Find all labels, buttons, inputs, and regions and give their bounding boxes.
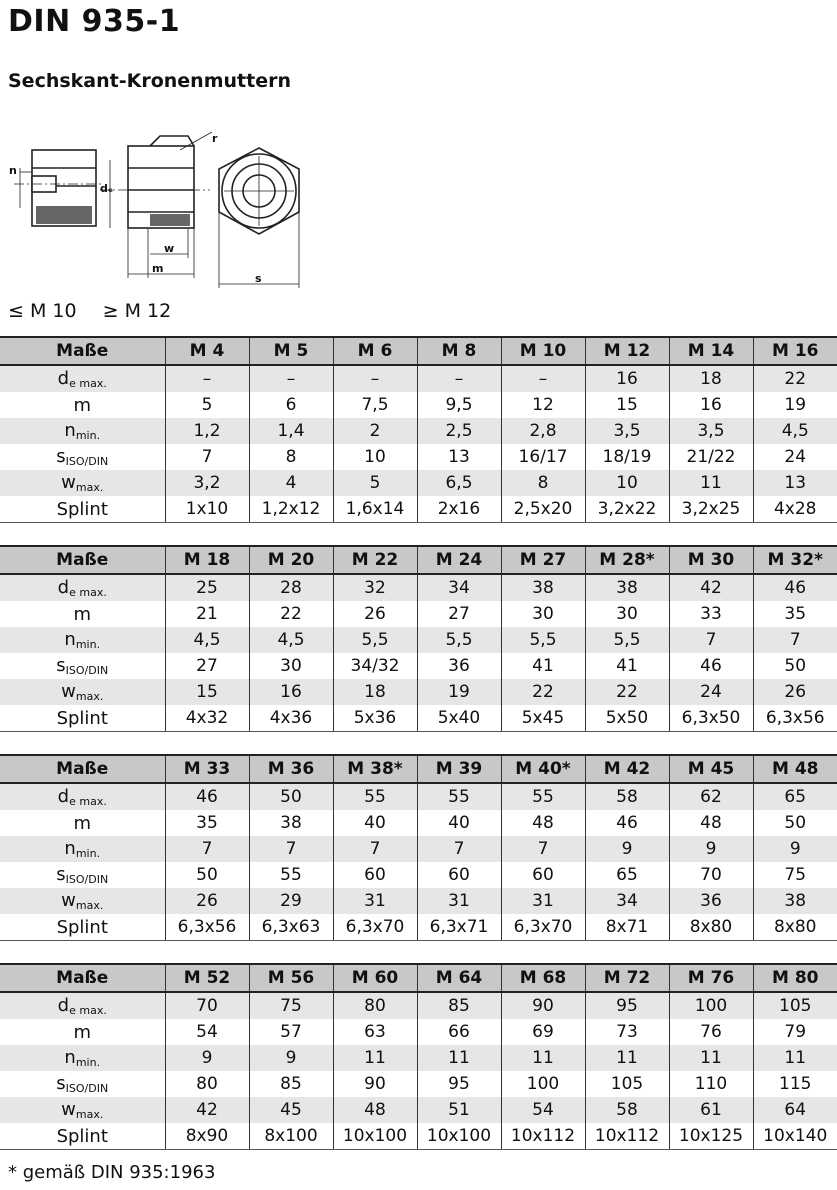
row-label-s: $s_{ISO/DIN}$ [56, 864, 109, 886]
cell: 66 [417, 1019, 501, 1045]
cell: 10x100 [417, 1123, 501, 1150]
row-label-splint: Splint [0, 705, 165, 732]
cell: 11 [501, 1045, 585, 1071]
cell: 50 [753, 810, 837, 836]
label-s: s [255, 272, 262, 285]
cell: 38 [585, 574, 669, 601]
row-label-n: $n_{min.}$ [64, 420, 101, 442]
cell: 3,2 [165, 470, 249, 496]
size-header: M 76 [669, 964, 753, 992]
cell: 6,3x63 [249, 914, 333, 941]
size-header: M 4 [165, 337, 249, 365]
table-row-w [0, 679, 837, 705]
cell: 10x140 [753, 1123, 837, 1150]
cell: 6,3x70 [501, 914, 585, 941]
cell: 60 [501, 862, 585, 888]
cell: 26 [753, 679, 837, 705]
cell: 90 [501, 992, 585, 1019]
size-range-note [8, 300, 191, 322]
header-label: Maße [0, 755, 165, 783]
table-row-m [0, 601, 837, 627]
size-header: M 45 [669, 755, 753, 783]
cell: 35 [753, 601, 837, 627]
table-row-n [0, 418, 837, 444]
table-row-m [0, 810, 837, 836]
table-row-de [0, 992, 837, 1019]
cell: 2 [333, 418, 417, 444]
size-header: M 28* [585, 546, 669, 574]
label-r: r [212, 132, 218, 145]
cell: 80 [165, 1071, 249, 1097]
table-row-s [0, 444, 837, 470]
cell: 9 [165, 1045, 249, 1071]
row-label-splint: Splint [0, 914, 165, 941]
cell: 11 [669, 1045, 753, 1071]
cell: 40 [417, 810, 501, 836]
row-label-de: $d_{e max.}$ [57, 786, 107, 808]
cell: 58 [585, 783, 669, 810]
table-row-n [0, 1045, 837, 1071]
cell: 5,5 [585, 627, 669, 653]
table-row-de [0, 783, 837, 810]
cell: 50 [249, 783, 333, 810]
cell: 13 [417, 444, 501, 470]
cell: 27 [417, 601, 501, 627]
cell: 34 [585, 888, 669, 914]
cell: 46 [753, 574, 837, 601]
cell: 33 [669, 601, 753, 627]
large-nut-hatched-section [150, 214, 190, 226]
row-label-de: $d_{e max.}$ [57, 995, 107, 1017]
cell: 3,5 [585, 418, 669, 444]
cell: 15 [585, 392, 669, 418]
row-label-s: $s_{ISO/DIN}$ [56, 446, 109, 468]
row-label-n: $n_{min.}$ [64, 1047, 101, 1069]
cell: 55 [249, 862, 333, 888]
cell: 69 [501, 1019, 585, 1045]
cell: 2x16 [417, 496, 501, 523]
cell: 6,3x50 [669, 705, 753, 732]
cell: 2,8 [501, 418, 585, 444]
table-row-m [0, 392, 837, 418]
size-header: M 64 [417, 964, 501, 992]
cell: 4x36 [249, 705, 333, 732]
size-header: M 18 [165, 546, 249, 574]
size-header: M 6 [333, 337, 417, 365]
cell: 10x112 [501, 1123, 585, 1150]
cell: 10 [333, 444, 417, 470]
cell: 18 [669, 365, 753, 392]
size-header: M 33 [165, 755, 249, 783]
cell: 7 [165, 444, 249, 470]
cell: 105 [585, 1071, 669, 1097]
size-header: M 10 [501, 337, 585, 365]
cell: 48 [501, 810, 585, 836]
cell: 7 [333, 836, 417, 862]
cell: 115 [753, 1071, 837, 1097]
cell: 46 [585, 810, 669, 836]
row-label-m: m [73, 812, 92, 834]
size-header: M 56 [249, 964, 333, 992]
cell: 7 [165, 836, 249, 862]
cell: 13 [753, 470, 837, 496]
cell: 15 [165, 679, 249, 705]
cell: 36 [669, 888, 753, 914]
table-row-de [0, 574, 837, 601]
cell: 22 [501, 679, 585, 705]
cell: – [501, 365, 585, 392]
row-label-de: $d_{e max.}$ [57, 368, 107, 390]
size-note-small: ≤ M 10 [8, 300, 77, 322]
cell: 1,6x14 [333, 496, 417, 523]
cell: 21/22 [669, 444, 753, 470]
cell: – [333, 365, 417, 392]
cell: 18 [333, 679, 417, 705]
cell: 6,3x70 [333, 914, 417, 941]
cell: 55 [417, 783, 501, 810]
cell: 46 [165, 783, 249, 810]
cell: 31 [417, 888, 501, 914]
page-title: DIN 935-1 [8, 4, 181, 39]
cell: 54 [501, 1097, 585, 1123]
row-label-m: m [73, 394, 92, 416]
table-row-s [0, 653, 837, 679]
header-label: Maße [0, 964, 165, 992]
cell: 8x80 [753, 914, 837, 941]
size-header: M 60 [333, 964, 417, 992]
label-de: dₑ [100, 182, 114, 195]
row-label-m: m [73, 603, 92, 625]
cell: 4,5 [165, 627, 249, 653]
cell: 85 [417, 992, 501, 1019]
size-header: M 5 [249, 337, 333, 365]
cell: 8x100 [249, 1123, 333, 1150]
cell: 60 [417, 862, 501, 888]
cell: 11 [417, 1045, 501, 1071]
row-label-splint: Splint [0, 496, 165, 523]
cell: 6,3x71 [417, 914, 501, 941]
table-row-n [0, 836, 837, 862]
cell: 6,5 [417, 470, 501, 496]
cell: 12 [501, 392, 585, 418]
cell: 34/32 [333, 653, 417, 679]
cell: 50 [753, 653, 837, 679]
table-row-splint [0, 496, 837, 523]
cell: 19 [753, 392, 837, 418]
cell: 27 [165, 653, 249, 679]
cell: 1,2x12 [249, 496, 333, 523]
cell: 16 [669, 392, 753, 418]
size-header: M 30 [669, 546, 753, 574]
cell: 9 [753, 836, 837, 862]
footnote: * gemäß DIN 935:1963 [8, 1162, 216, 1183]
cell: 100 [501, 1071, 585, 1097]
dimension-table-1 [0, 336, 837, 523]
cell: 40 [333, 810, 417, 836]
size-header: M 16 [753, 337, 837, 365]
cell: 29 [249, 888, 333, 914]
table-row-w [0, 888, 837, 914]
cell: 38 [249, 810, 333, 836]
cell: 10 [585, 470, 669, 496]
cell: 51 [417, 1097, 501, 1123]
table-row-n [0, 627, 837, 653]
size-header: M 8 [417, 337, 501, 365]
table-header-row [0, 964, 837, 992]
cell: – [417, 365, 501, 392]
row-label-n: $n_{min.}$ [64, 629, 101, 651]
table-row-de [0, 365, 837, 392]
cell: 2,5x20 [501, 496, 585, 523]
cell: 70 [669, 862, 753, 888]
cell: 21 [165, 601, 249, 627]
cell: 4x32 [165, 705, 249, 732]
row-label-w: $w_{max.}$ [61, 681, 104, 703]
cell: 55 [333, 783, 417, 810]
cell: 79 [753, 1019, 837, 1045]
table-row-splint [0, 705, 837, 732]
cell: 7 [669, 627, 753, 653]
cell: 70 [165, 992, 249, 1019]
cell: 5x36 [333, 705, 417, 732]
castle-nut-technical-drawing [0, 128, 330, 298]
page-subtitle: Sechskant-Kronenmuttern [8, 70, 291, 92]
cell: 16/17 [501, 444, 585, 470]
cell: 73 [585, 1019, 669, 1045]
cell: 42 [669, 574, 753, 601]
cell: 31 [501, 888, 585, 914]
cell: 5,5 [417, 627, 501, 653]
cell: 24 [753, 444, 837, 470]
table-row-splint [0, 914, 837, 941]
cell: 35 [165, 810, 249, 836]
size-header: M 22 [333, 546, 417, 574]
size-header: M 27 [501, 546, 585, 574]
row-label-w: $w_{max.}$ [61, 890, 104, 912]
row-label-m: m [73, 1021, 92, 1043]
cell: 5x50 [585, 705, 669, 732]
cell: 65 [585, 862, 669, 888]
table-row-m [0, 1019, 837, 1045]
cell: 75 [753, 862, 837, 888]
size-header: M 80 [753, 964, 837, 992]
cell: 26 [165, 888, 249, 914]
cell: 105 [753, 992, 837, 1019]
cell: 34 [417, 574, 501, 601]
cell: 5x40 [417, 705, 501, 732]
table-header-row [0, 546, 837, 574]
cell: 11 [585, 1045, 669, 1071]
table-header-row [0, 337, 837, 365]
cell: 6,3x56 [753, 705, 837, 732]
size-header: M 12 [585, 337, 669, 365]
cell: 24 [669, 679, 753, 705]
cell: 10x112 [585, 1123, 669, 1150]
dimension-table-2 [0, 545, 837, 732]
cell: 16 [585, 365, 669, 392]
cell: 30 [585, 601, 669, 627]
cell: 45 [249, 1097, 333, 1123]
cell: 5,5 [333, 627, 417, 653]
cell: 75 [249, 992, 333, 1019]
row-label-splint: Splint [0, 1123, 165, 1150]
cell: 50 [165, 862, 249, 888]
dimension-table-4 [0, 963, 837, 1150]
table-row-w [0, 470, 837, 496]
size-header: M 52 [165, 964, 249, 992]
cell: 7 [753, 627, 837, 653]
cell: 65 [753, 783, 837, 810]
cell: 95 [417, 1071, 501, 1097]
cell: 58 [585, 1097, 669, 1123]
cell: 6 [249, 392, 333, 418]
cell: 48 [333, 1097, 417, 1123]
size-header: M 68 [501, 964, 585, 992]
size-header: M 24 [417, 546, 501, 574]
cell: 9 [249, 1045, 333, 1071]
cell: 3,5 [669, 418, 753, 444]
size-note-large: ≥ M 12 [102, 300, 172, 322]
cell: 54 [165, 1019, 249, 1045]
cell: 19 [417, 679, 501, 705]
small-nut-hatched-section [36, 206, 92, 224]
cell: 3,2x25 [669, 496, 753, 523]
cell: 30 [501, 601, 585, 627]
cell: 22 [753, 365, 837, 392]
cell: 5x45 [501, 705, 585, 732]
row-label-w: $w_{max.}$ [61, 472, 104, 494]
cell: 46 [669, 653, 753, 679]
table-row-w [0, 1097, 837, 1123]
cell: 8x71 [585, 914, 669, 941]
size-header: M 36 [249, 755, 333, 783]
size-header: M 48 [753, 755, 837, 783]
cell: 55 [501, 783, 585, 810]
cell: 16 [249, 679, 333, 705]
cell: 31 [333, 888, 417, 914]
dimension-table-3 [0, 754, 837, 941]
cell: 80 [333, 992, 417, 1019]
size-header: M 39 [417, 755, 501, 783]
size-header: M 40* [501, 755, 585, 783]
cell: – [165, 365, 249, 392]
cell: 9,5 [417, 392, 501, 418]
cell: 4,5 [753, 418, 837, 444]
cell: – [249, 365, 333, 392]
cell: 7 [501, 836, 585, 862]
label-w: w [164, 242, 175, 255]
cell: 8 [501, 470, 585, 496]
cell: 4,5 [249, 627, 333, 653]
cell: 11 [669, 470, 753, 496]
cell: 36 [417, 653, 501, 679]
cell: 7 [417, 836, 501, 862]
cell: 41 [501, 653, 585, 679]
cell: 18/19 [585, 444, 669, 470]
cell: 90 [333, 1071, 417, 1097]
cell: 8x90 [165, 1123, 249, 1150]
cell: 25 [165, 574, 249, 601]
cell: 8x80 [669, 914, 753, 941]
cell: 76 [669, 1019, 753, 1045]
cell: 64 [753, 1097, 837, 1123]
cell: 1x10 [165, 496, 249, 523]
cell: 4x28 [753, 496, 837, 523]
cell: 4 [249, 470, 333, 496]
cell: 11 [753, 1045, 837, 1071]
cell: 63 [333, 1019, 417, 1045]
size-header: M 72 [585, 964, 669, 992]
cell: 7 [249, 836, 333, 862]
header-label: Maße [0, 337, 165, 365]
cell: 11 [333, 1045, 417, 1071]
table-row-splint [0, 1123, 837, 1150]
cell: 42 [165, 1097, 249, 1123]
size-header: M 32* [753, 546, 837, 574]
size-header: M 38* [333, 755, 417, 783]
cell: 100 [669, 992, 753, 1019]
cell: 38 [753, 888, 837, 914]
cell: 2,5 [417, 418, 501, 444]
cell: 7,5 [333, 392, 417, 418]
cell: 110 [669, 1071, 753, 1097]
cell: 3,2x22 [585, 496, 669, 523]
cell: 30 [249, 653, 333, 679]
cell: 57 [249, 1019, 333, 1045]
cell: 22 [249, 601, 333, 627]
table-header-row [0, 755, 837, 783]
label-n: n [9, 164, 17, 177]
table-row-s [0, 1071, 837, 1097]
row-label-s: $s_{ISO/DIN}$ [56, 655, 109, 677]
row-label-n: $n_{min.}$ [64, 838, 101, 860]
cell: 95 [585, 992, 669, 1019]
cell: 48 [669, 810, 753, 836]
cell: 9 [669, 836, 753, 862]
size-header: M 14 [669, 337, 753, 365]
cell: 61 [669, 1097, 753, 1123]
row-label-s: $s_{ISO/DIN}$ [56, 1073, 109, 1095]
cell: 62 [669, 783, 753, 810]
cell: 60 [333, 862, 417, 888]
cell: 5 [333, 470, 417, 496]
cell: 5,5 [501, 627, 585, 653]
cell: 10x125 [669, 1123, 753, 1150]
cell: 1,4 [249, 418, 333, 444]
table-row-s [0, 862, 837, 888]
cell: 6,3x56 [165, 914, 249, 941]
cell: 32 [333, 574, 417, 601]
cell: 41 [585, 653, 669, 679]
cell: 5 [165, 392, 249, 418]
cell: 26 [333, 601, 417, 627]
cell: 1,2 [165, 418, 249, 444]
size-header: M 42 [585, 755, 669, 783]
cell: 22 [585, 679, 669, 705]
cell: 85 [249, 1071, 333, 1097]
cell: 9 [585, 836, 669, 862]
size-header: M 20 [249, 546, 333, 574]
row-label-w: $w_{max.}$ [61, 1099, 104, 1121]
cell: 8 [249, 444, 333, 470]
header-label: Maße [0, 546, 165, 574]
row-label-de: $d_{e max.}$ [57, 577, 107, 599]
cell: 28 [249, 574, 333, 601]
cell: 10x100 [333, 1123, 417, 1150]
cell: 38 [501, 574, 585, 601]
label-m: m [152, 262, 164, 275]
